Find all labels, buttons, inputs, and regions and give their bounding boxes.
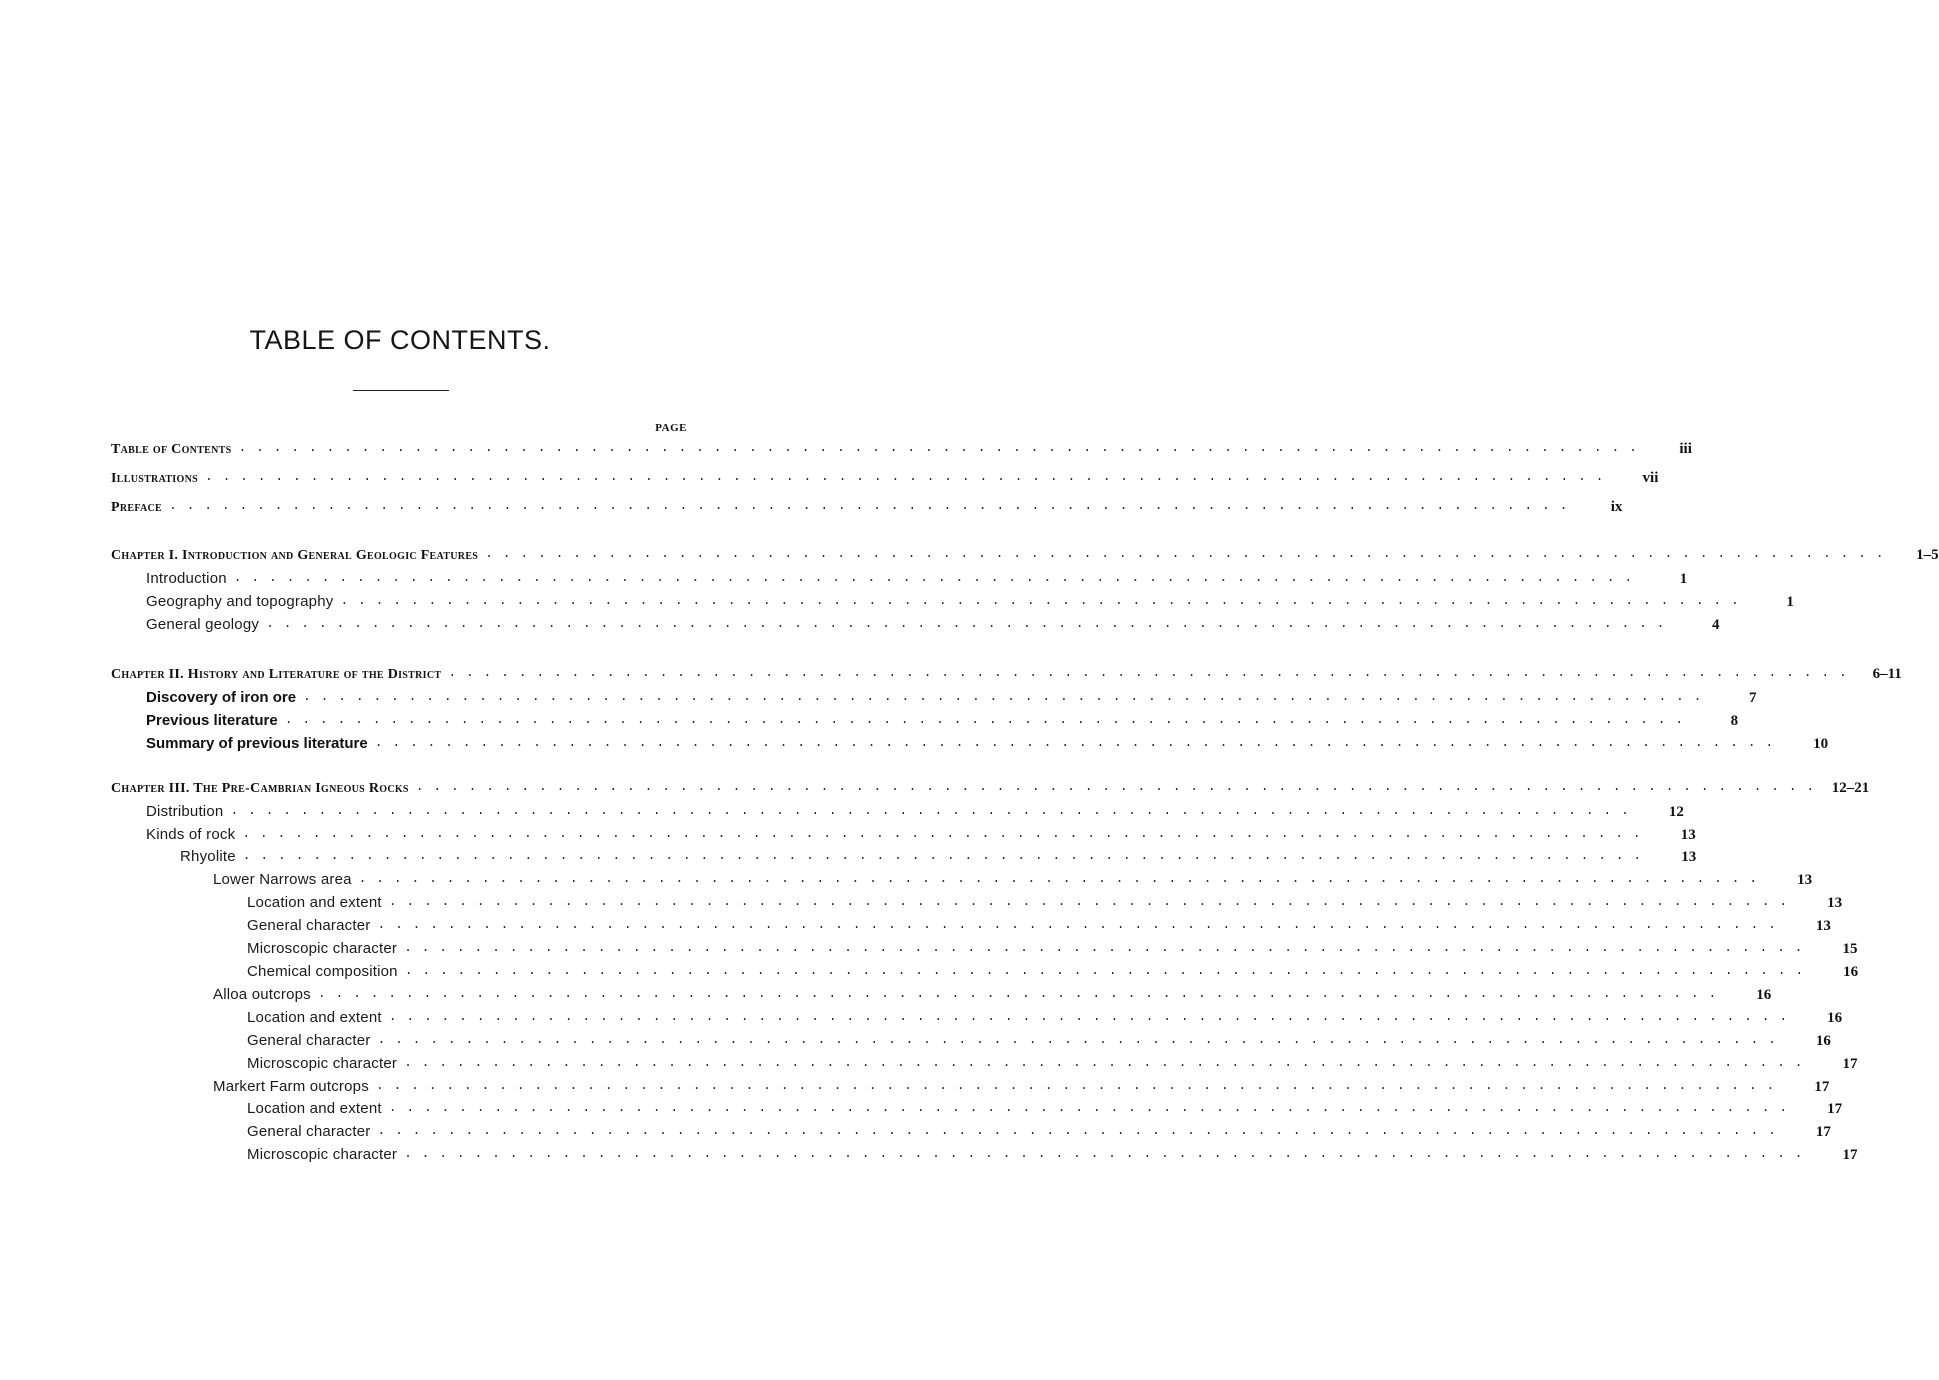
toc-entry-label: Discovery of iron ore [146, 689, 297, 706]
dot-leader: . . . . . . . . . . . . . . . . . . . . . . . . . . . . . . . . . . . . . . . . . . . . . . . . . . . . . . . . . . . . . . . . . . . . . . . . . . . . . . . . [377, 917, 1777, 932]
toc-entry-page: ix [1610, 499, 1623, 515]
dot-leader: . . . . . . . . . . . . . . . . . . . . . . . . . . . . . . . . . . . . . . . . . . . . . . . . . . . . . . . . . . . . . . . . . . . . . . . . . . . . . . . . [377, 1123, 1777, 1138]
toc-entry-page: 13 [1681, 849, 1697, 865]
toc-entry [0, 1055, 1858, 1077]
toc-entry-label: Previous literature [146, 712, 278, 729]
toc-entry-label: Geography and topography [146, 593, 334, 610]
dot-leader: . . . . . . . . . . . . . . . . . . . . . . . . . . . . . . . . . . . . . . . . . . . . . . . . . . . . . . . . . . . . . . . . . . . . . . . . . . . . . . . . [284, 712, 1685, 727]
toc-entry [0, 871, 1813, 893]
toc-entry-label: Location and extent [247, 1009, 382, 1026]
dot-leader: . . . . . . . . . . . . . . . . . . . . . . . . . . . . . . . . . . . . . . . . . . . . . . . . . . . . . . . . . . . . . . . . . . . . . . . . . . . . . . . . [404, 1146, 1804, 1161]
toc-entry-page: iii [1679, 441, 1692, 457]
toc-entry-page: 6–11 [1872, 666, 1902, 682]
dot-leader: . . . . . . . . . . . . . . . . . . . . . . . . . . . . . . . . . . . . . . . . . . . . . . . . . . . . . . . . . . . . . . . . . . . . . . . . . . . . . . . . [404, 940, 1804, 955]
dot-leader: . . . . . . . . . . . . . . . . . . . . . . . . . . . . . . . . . . . . . . . . . . . . . . . . . . . . . . . . . . . . . . . . . . . . . . . . . . . . . . . . [233, 570, 1634, 585]
dot-leader: . . . . . . . . . . . . . . . . . . . . . . . . . . . . . . . . . . . . . . . . . . . . . . . . . . . . . . . . . . . . . . . . . . . . . . . . . . . . . . . . [404, 963, 1805, 978]
toc-entry [0, 616, 1720, 638]
toc-entry [0, 986, 1772, 1008]
toc-entry-page: 16 [1843, 964, 1859, 980]
toc-entry-label: Microscopic character [247, 1055, 398, 1072]
toc-entry [0, 803, 1684, 825]
toc-entry-label: Preface [111, 500, 163, 515]
toc-entry [0, 848, 1697, 870]
toc-entry [0, 689, 1757, 711]
toc-entry-label: Location and extent [247, 1100, 382, 1117]
toc-entry-label: General character [247, 1032, 371, 1049]
toc-entry-label: Microscopic character [247, 1146, 398, 1163]
toc-entry [0, 570, 1688, 592]
toc-entry-page: 17 [1842, 1056, 1858, 1072]
toc-entry [0, 826, 1696, 848]
dot-leader: . . . . . . . . . . . . . . . . . . . . . . . . . . . . . . . . . . . . . . . . . . . . . . . . . . . . . . . . . . . . . . . . . . . . . . . . . . . . . . . . [374, 735, 1775, 750]
toc-entry-page: 17 [1842, 1147, 1858, 1163]
dot-leader: . . . . . . . . . . . . . . . . . . . . . . . . . . . . . . . . . . . . . . . . . . . . . . . . . . . . . . . . . . . . . . . . . . . . . . . . . . . . . . . . [238, 440, 1638, 455]
toc-entry-label: Chemical composition [247, 963, 398, 980]
toc-entry-page: 10 [1813, 736, 1829, 752]
toc-entry [0, 469, 1659, 492]
toc-entry [0, 712, 1739, 734]
dot-leader: . . . . . . . . . . . . . . . . . . . . . . . . . . . . . . . . . . . . . . . . . . . . . . . . . . . . . . . . . . . . . . . . . . . . . . . . . . . . . . . . [388, 1009, 1789, 1024]
dot-leader: . . . . . . . . . . . . . . . . . . . . . . . . . . . . . . . . . . . . . . . . . . . . . . . . . . . . . . . . . . . . . . . . . . . . . . . . . . . . . . . . [242, 848, 1643, 863]
dot-leader: . . . . . . . . . . . . . . . . . . . . . . . . . . . . . . . . . . . . . . . . . . . . . . . . . . . . . . . . . . . . . . . . . . . . . . . . . . . . . . . . [375, 1078, 1776, 1093]
page-column-header: PAGE [655, 422, 687, 434]
dot-leader: . . . . . . . . . . . . . . . . . . . . . . . . . . . . . . . . . . . . . . . . . . . . . . . . . . . . . . . . . . . . . . . . . . . . . . . . . . . . . . . . [317, 986, 1718, 1001]
toc-entry-page: 17 [1814, 1079, 1830, 1095]
dot-leader: . . . . . . . . . . . . . . . . . . . . . . . . . . . . . . . . . . . . . . . . . . . . . . . . . . . . . . . . . . . . . . . . . . . . . . . . . . . . . . . . [448, 665, 1848, 680]
toc-entry [0, 779, 1870, 802]
toc-entry-page: 15 [1842, 941, 1858, 957]
toc-entry [0, 1146, 1858, 1168]
toc-entry-label: Microscopic character [247, 940, 398, 957]
page-title: TABLE OF CONTENTS. [249, 325, 551, 355]
toc-entry [0, 593, 1794, 615]
toc-entry-label: Kinds of rock [146, 826, 236, 843]
toc-entry-label: Introduction [146, 570, 227, 587]
toc-entry-page: 13 [1680, 827, 1696, 843]
toc-entry-label: Chapter III. The Pre-Cambrian Igneous Rocks [111, 781, 409, 796]
toc-entry-page: 12 [1668, 804, 1684, 820]
toc-entry [0, 1100, 1843, 1122]
toc-entry-page: 7 [1748, 690, 1757, 706]
dot-leader: . . . . . . . . . . . . . . . . . . . . . . . . . . . . . . . . . . . . . . . . . . . . . . . . . . . . . . . . . . . . . . . . . . . . . . . . . . . . . . . . [377, 1032, 1777, 1047]
toc-entry [0, 546, 1939, 569]
toc-entry-label: Summary of previous literature [146, 735, 368, 752]
toc-entry-page: 1 [1679, 571, 1688, 587]
dot-leader: . . . . . . . . . . . . . . . . . . . . . . . . . . . . . . . . . . . . . . . . . . . . . . . . . . . . . . . . . . . . . . . . . . . . . . . . . . . . . . . . [340, 593, 1740, 608]
toc-entry-label: General character [247, 917, 371, 934]
toc-entry-label: Illustrations [111, 471, 198, 486]
dot-leader: . . . . . . . . . . . . . . . . . . . . . . . . . . . . . . . . . . . . . . . . . . . . . . . . . . . . . . . . . . . . . . . . . . . . . . . . . . . . . . . . [388, 894, 1789, 909]
toc-entry [0, 917, 1831, 939]
toc-entry-page: 13 [1827, 895, 1843, 911]
toc-entry-label: General geology [146, 616, 260, 633]
dot-leader: . . . . . . . . . . . . . . . . . . . . . . . . . . . . . . . . . . . . . . . . . . . . . . . . . . . . . . . . . . . . . . . . . . . . . . . . . . . . . . . . [404, 1055, 1804, 1070]
toc-entry [0, 1123, 1831, 1145]
toc-entry [0, 440, 1692, 463]
dot-leader: . . . . . . . . . . . . . . . . . . . . . . . . . . . . . . . . . . . . . . . . . . . . . . . . . . . . . . . . . . . . . . . . . . . . . . . . . . . . . . . . [204, 469, 1605, 484]
toc-entry-page: 8 [1730, 713, 1739, 729]
toc-entry-page: 13 [1815, 918, 1831, 934]
dot-leader: . . . . . . . . . . . . . . . . . . . . . . . . . . . . . . . . . . . . . . . . . . . . . . . . . . . . . . . . . . . . . . . . . . . . . . . . . . . . . . . . [303, 689, 1703, 704]
dot-leader: . . . . . . . . . . . . . . . . . . . . . . . . . . . . . . . . . . . . . . . . . . . . . . . . . . . . . . . . . . . . . . . . . . . . . . . . . . . . . . . . [230, 803, 1630, 818]
toc-entry-label: Rhyolite [180, 848, 236, 865]
dot-leader: . . . . . . . . . . . . . . . . . . . . . . . . . . . . . . . . . . . . . . . . . . . . . . . . . . . . . . . . . . . . . . . . . . . . . . . . . . . . . . . . [169, 498, 1569, 513]
toc-entry [0, 665, 1902, 688]
toc-entry-page: 17 [1815, 1124, 1831, 1140]
dot-leader: . . . . . . . . . . . . . . . . . . . . . . . . . . . . . . . . . . . . . . . . . . . . . . . . . . . . . . . . . . . . . . . . . . . . . . . . . . . . . . . . [485, 546, 1885, 561]
toc-entry [0, 498, 1623, 521]
dot-leader: . . . . . . . . . . . . . . . . . . . . . . . . . . . . . . . . . . . . . . . . . . . . . . . . . . . . . . . . . . . . . . . . . . . . . . . . . . . . . . . . [242, 826, 1642, 841]
toc-entry-label: Lower Narrows area [213, 871, 352, 888]
toc-entry [0, 940, 1858, 962]
toc-entry-page: 4 [1711, 617, 1720, 633]
toc-entry [0, 1009, 1843, 1031]
toc-entry [0, 735, 1829, 757]
toc-entry-page: 12–21 [1831, 780, 1870, 796]
toc-entry-label: General character [247, 1123, 371, 1140]
toc-entry [0, 894, 1843, 916]
toc-entry-page: 16 [1756, 987, 1772, 1003]
toc-entry-label: Alloa outcrops [213, 986, 311, 1003]
toc-entry-label: Distribution [146, 803, 224, 820]
toc-entry [0, 963, 1859, 985]
toc-entry-page: 16 [1815, 1033, 1831, 1049]
toc-entry [0, 1032, 1831, 1054]
toc-entry-label: Table of Contents [111, 442, 232, 457]
toc-entry-page: 16 [1827, 1010, 1843, 1026]
title-divider [353, 390, 449, 391]
toc-entry-label: Location and extent [247, 894, 382, 911]
toc-entry-page: 1–5 [1916, 547, 1939, 563]
toc-entry-label: Chapter II. History and Literature of the District [111, 667, 442, 682]
toc-entry-label: Chapter I. Introduction and General Geologic Features [111, 548, 479, 563]
toc-entry-page: 13 [1797, 872, 1813, 888]
dot-leader: . . . . . . . . . . . . . . . . . . . . . . . . . . . . . . . . . . . . . . . . . . . . . . . . . . . . . . . . . . . . . . . . . . . . . . . . . . . . . . . . [388, 1100, 1789, 1115]
toc-entry-label: Markert Farm outcrops [213, 1078, 369, 1095]
dot-leader: . . . . . . . . . . . . . . . . . . . . . . . . . . . . . . . . . . . . . . . . . . . . . . . . . . . . . . . . . . . . . . . . . . . . . . . . . . . . . . . . [415, 779, 1816, 794]
toc-entry-page: 1 [1786, 594, 1794, 610]
dot-leader: . . . . . . . . . . . . . . . . . . . . . . . . . . . . . . . . . . . . . . . . . . . . . . . . . . . . . . . . . . . . . . . . . . . . . . . . . . . . . . . . [266, 616, 1666, 631]
dot-leader: . . . . . . . . . . . . . . . . . . . . . . . . . . . . . . . . . . . . . . . . . . . . . . . . . . . . . . . . . . . . . . . . . . . . . . . . . . . . . . . . [358, 871, 1759, 886]
toc-entry [0, 1078, 1830, 1100]
toc-entry-page: 17 [1827, 1101, 1843, 1117]
toc-entry-page: vii [1642, 470, 1659, 486]
